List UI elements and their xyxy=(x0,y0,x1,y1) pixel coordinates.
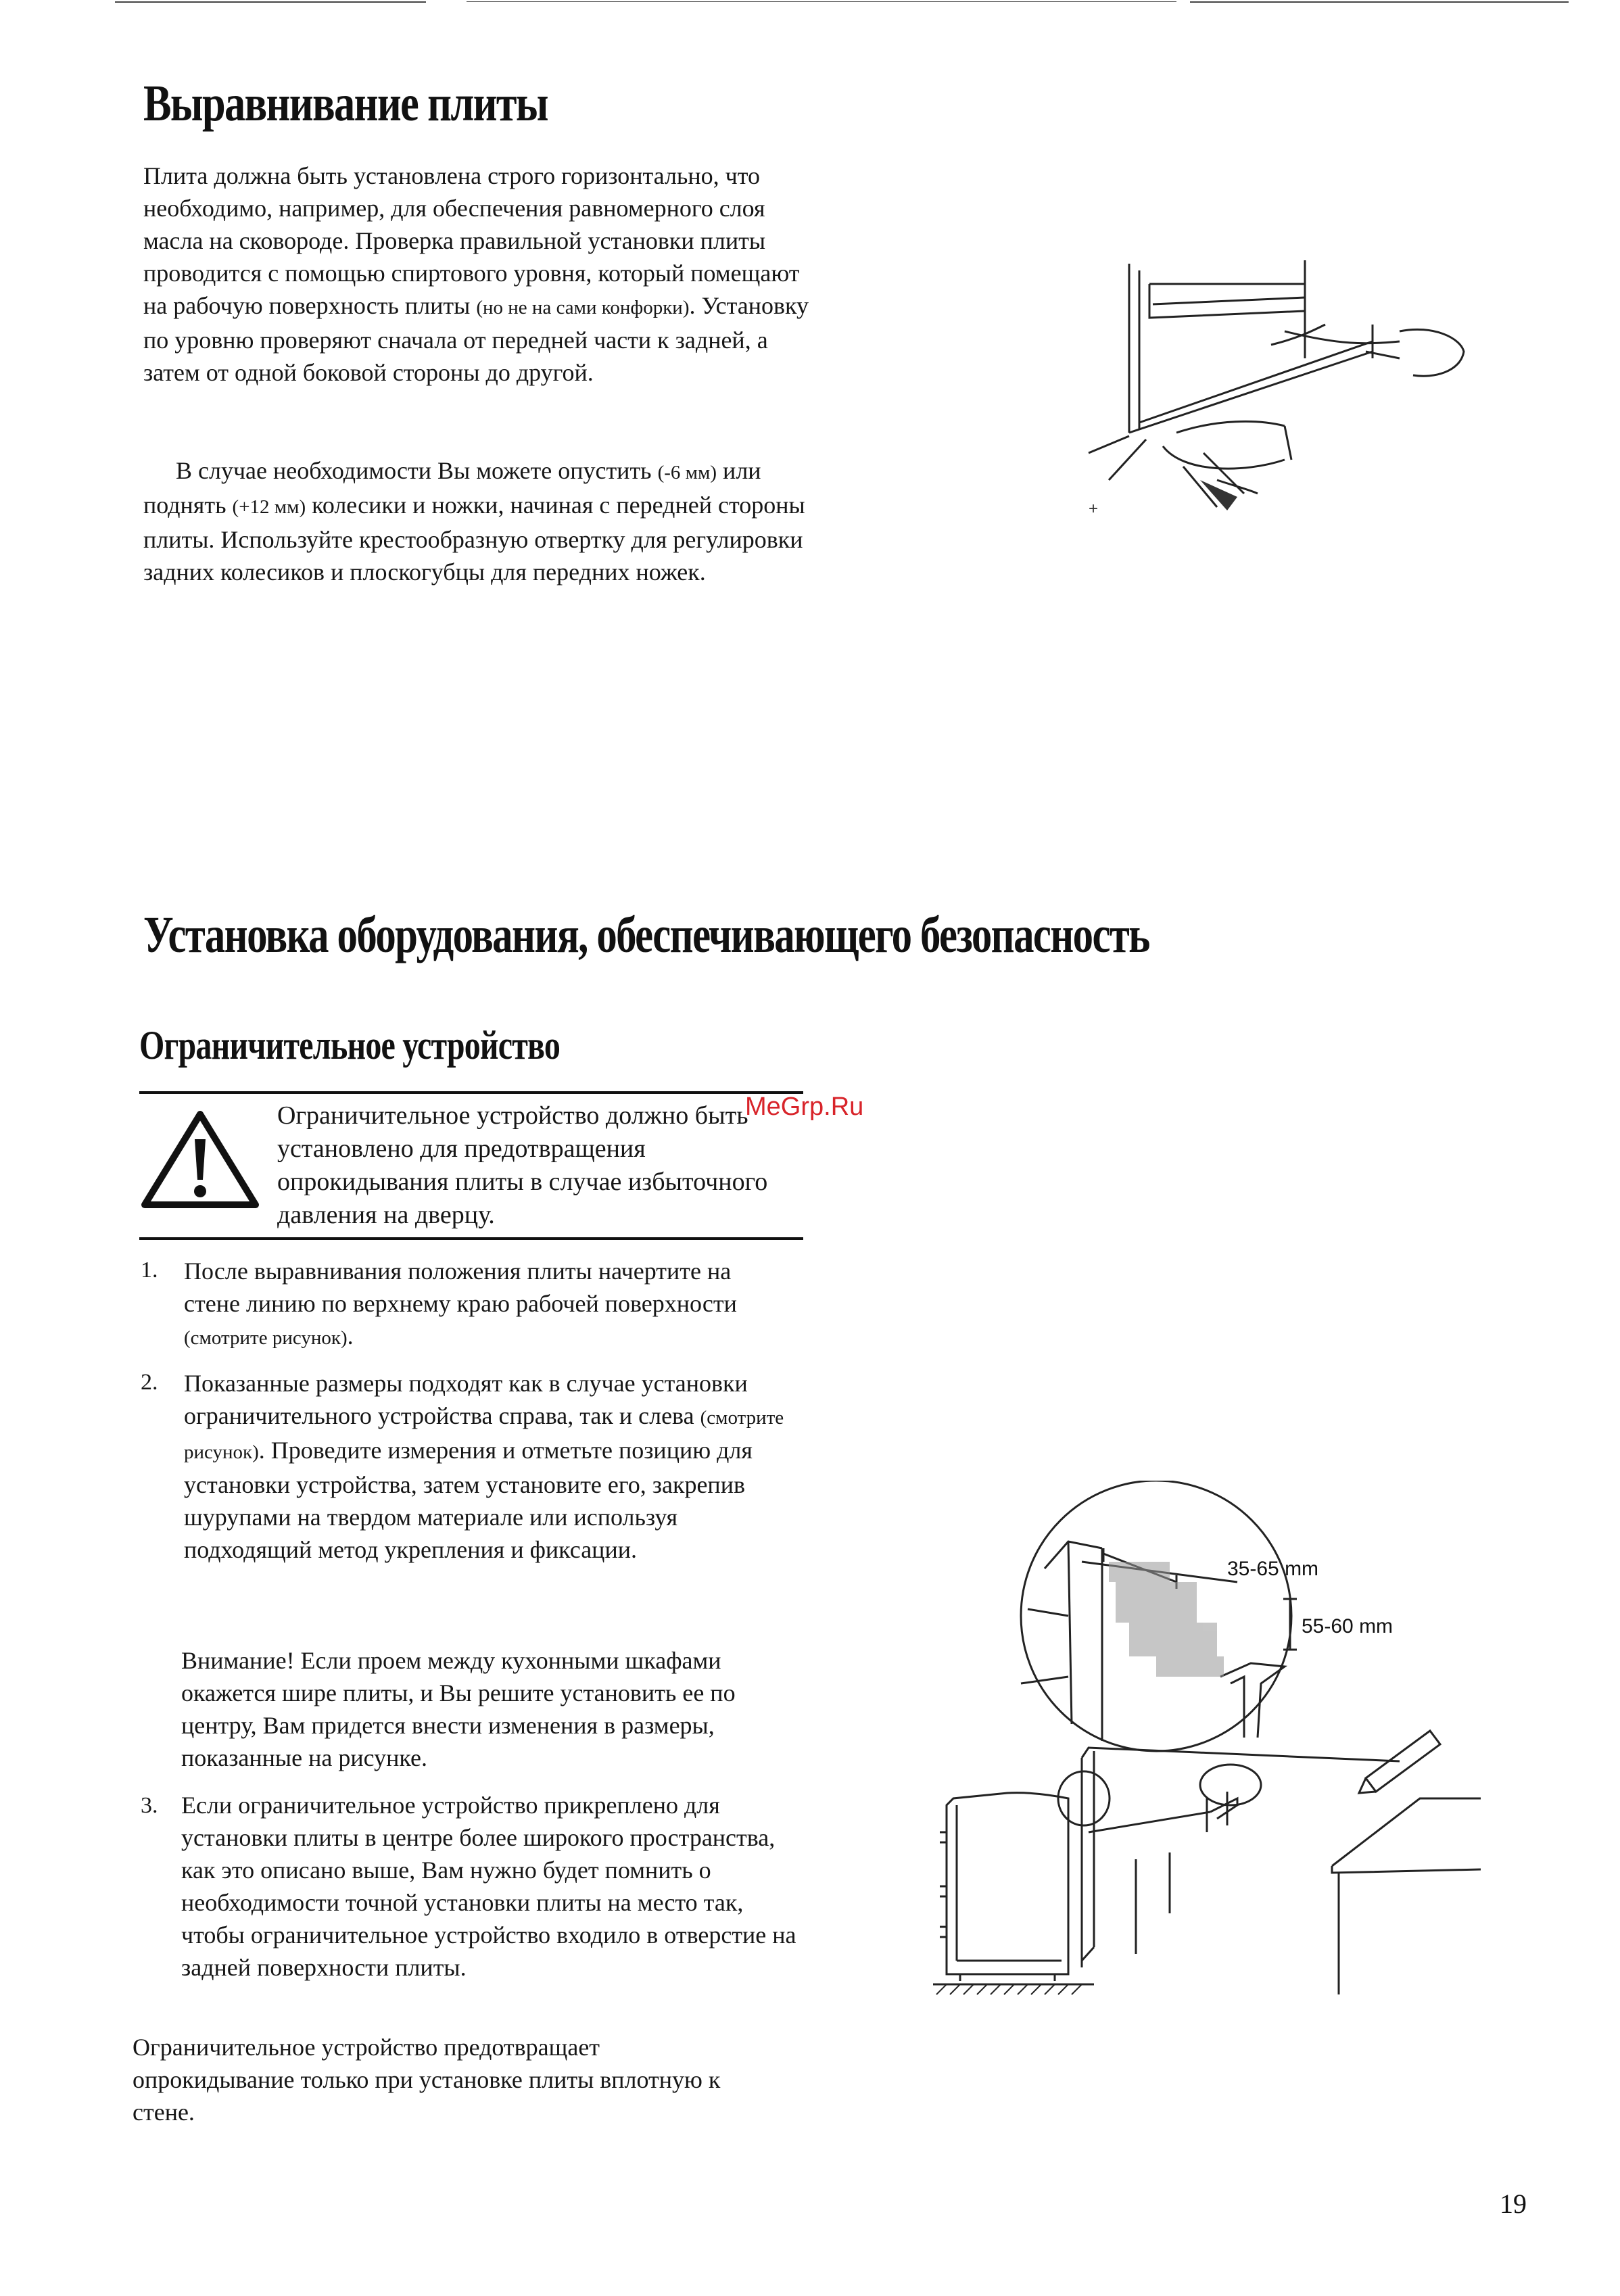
adjust-intro: В случае необходимости Вы можете опустить xyxy=(176,457,652,484)
list-item-3: Если ограничительное устройство прикреплено для установки плиты в центре более широкого пространства, как это описано выше, Вам нужно будет помнить о необходимости точной установки плиты на место так, чтобы ограничительное устройство входило в отверстие на задней поверхности плиты. xyxy=(181,1792,796,1981)
list-item-2-note: (смотрите рисунок) xyxy=(184,1407,784,1463)
top-rule-right xyxy=(1190,1,1569,3)
adjust-plus: (+12 мм) xyxy=(232,496,306,518)
adjust-rest: колесики и ножки, начиная с передней стороны плиты. Используйте крестообразную отвертку для регулировки задних колесиков и плоскогубцы для передних ножек. xyxy=(143,492,805,585)
dim-vertical-label: 55-60 mm xyxy=(1302,1615,1393,1637)
warning-text: Ограничительное устройство должно быть установлено для предотвращения опрокидывания плиты в случае избыточного давления на дверцу. xyxy=(277,1101,768,1229)
top-rule-middle xyxy=(467,1,1176,2)
list-item-2-text-end: . Проведите измерения и отметьте позицию для установки устройства, затем установите его, закрепив шурупами на твердом материале или используя подходящий метод укрепления и фиксации. xyxy=(184,1437,753,1563)
leveling-body-end: . Установку по уровню проверяют сначала от передней части к задней, а затем от одной боковой стороны до другой. xyxy=(143,292,809,386)
closing-paragraph: Ограничительное устройство предотвращает опрокидывание только при установке плиты вплотную к стене. xyxy=(133,2034,721,2126)
leveling-illustration xyxy=(1082,257,1487,527)
list-item-2 xyxy=(184,1367,806,1566)
section-title-leveling: Выравнивание плиты xyxy=(143,75,548,132)
warning-bottom-rule xyxy=(139,1237,803,1240)
list-number-1: 1. xyxy=(141,1258,158,1283)
list-number-3: 3. xyxy=(141,1793,158,1818)
list-number-2: 2. xyxy=(141,1370,158,1395)
list-item-1-end: . xyxy=(347,1322,354,1349)
list-item-1-text: После выравнивания положения плиты начертите на стене линию по верхнему краю рабочей поверхности xyxy=(184,1258,737,1317)
list-item-2-attention: Внимание! Если проем между кухонными шкафами окажется шире плиты, и Вы решите установить ее по центру, Вам придется внести изменения в размеры, показанные на рисунке. xyxy=(181,1647,736,1771)
svg-text:+: + xyxy=(1089,500,1099,518)
adjustment-paragraph xyxy=(143,454,819,588)
page-number: 19 xyxy=(1500,2189,1527,2219)
subtitle-restraint-device: Ограничительное устройство xyxy=(139,1023,561,1068)
watermark: MeGrp.Ru xyxy=(745,1093,864,1121)
warning-triangle-icon xyxy=(139,1109,261,1210)
adjust-or-raise: или поднять xyxy=(143,457,761,519)
list-item-1-note: (смотрите рисунок) xyxy=(184,1327,348,1349)
top-rule-left xyxy=(115,1,426,3)
dim-horizontal-label: 35-65 mm xyxy=(1227,1558,1319,1580)
leveling-body: Плита должна быть установлена строго горизонтально, что необходимо, например, для обеспечения равномерного слоя масла на сковороде. Проверка правильной установки плиты проводится с помощью спиртового уровня, который помещают на рабочую поверхность плиты xyxy=(143,162,800,319)
adjust-minus: (-6 мм) xyxy=(657,462,717,483)
restraint-device-illustration xyxy=(926,1481,1481,2035)
section-title-safety: Установка оборудования, обеспечивающего безопасность xyxy=(143,907,1149,963)
leveling-paragraph xyxy=(143,160,819,389)
leveling-note: (но не на сами конфорки) xyxy=(476,297,690,318)
list-item-2-text: Показанные размеры подходят как в случае установки ограничительного устройства справа, так и слева xyxy=(184,1370,748,1429)
warning-top-rule xyxy=(139,1091,803,1094)
list-item-1 xyxy=(184,1255,792,1354)
